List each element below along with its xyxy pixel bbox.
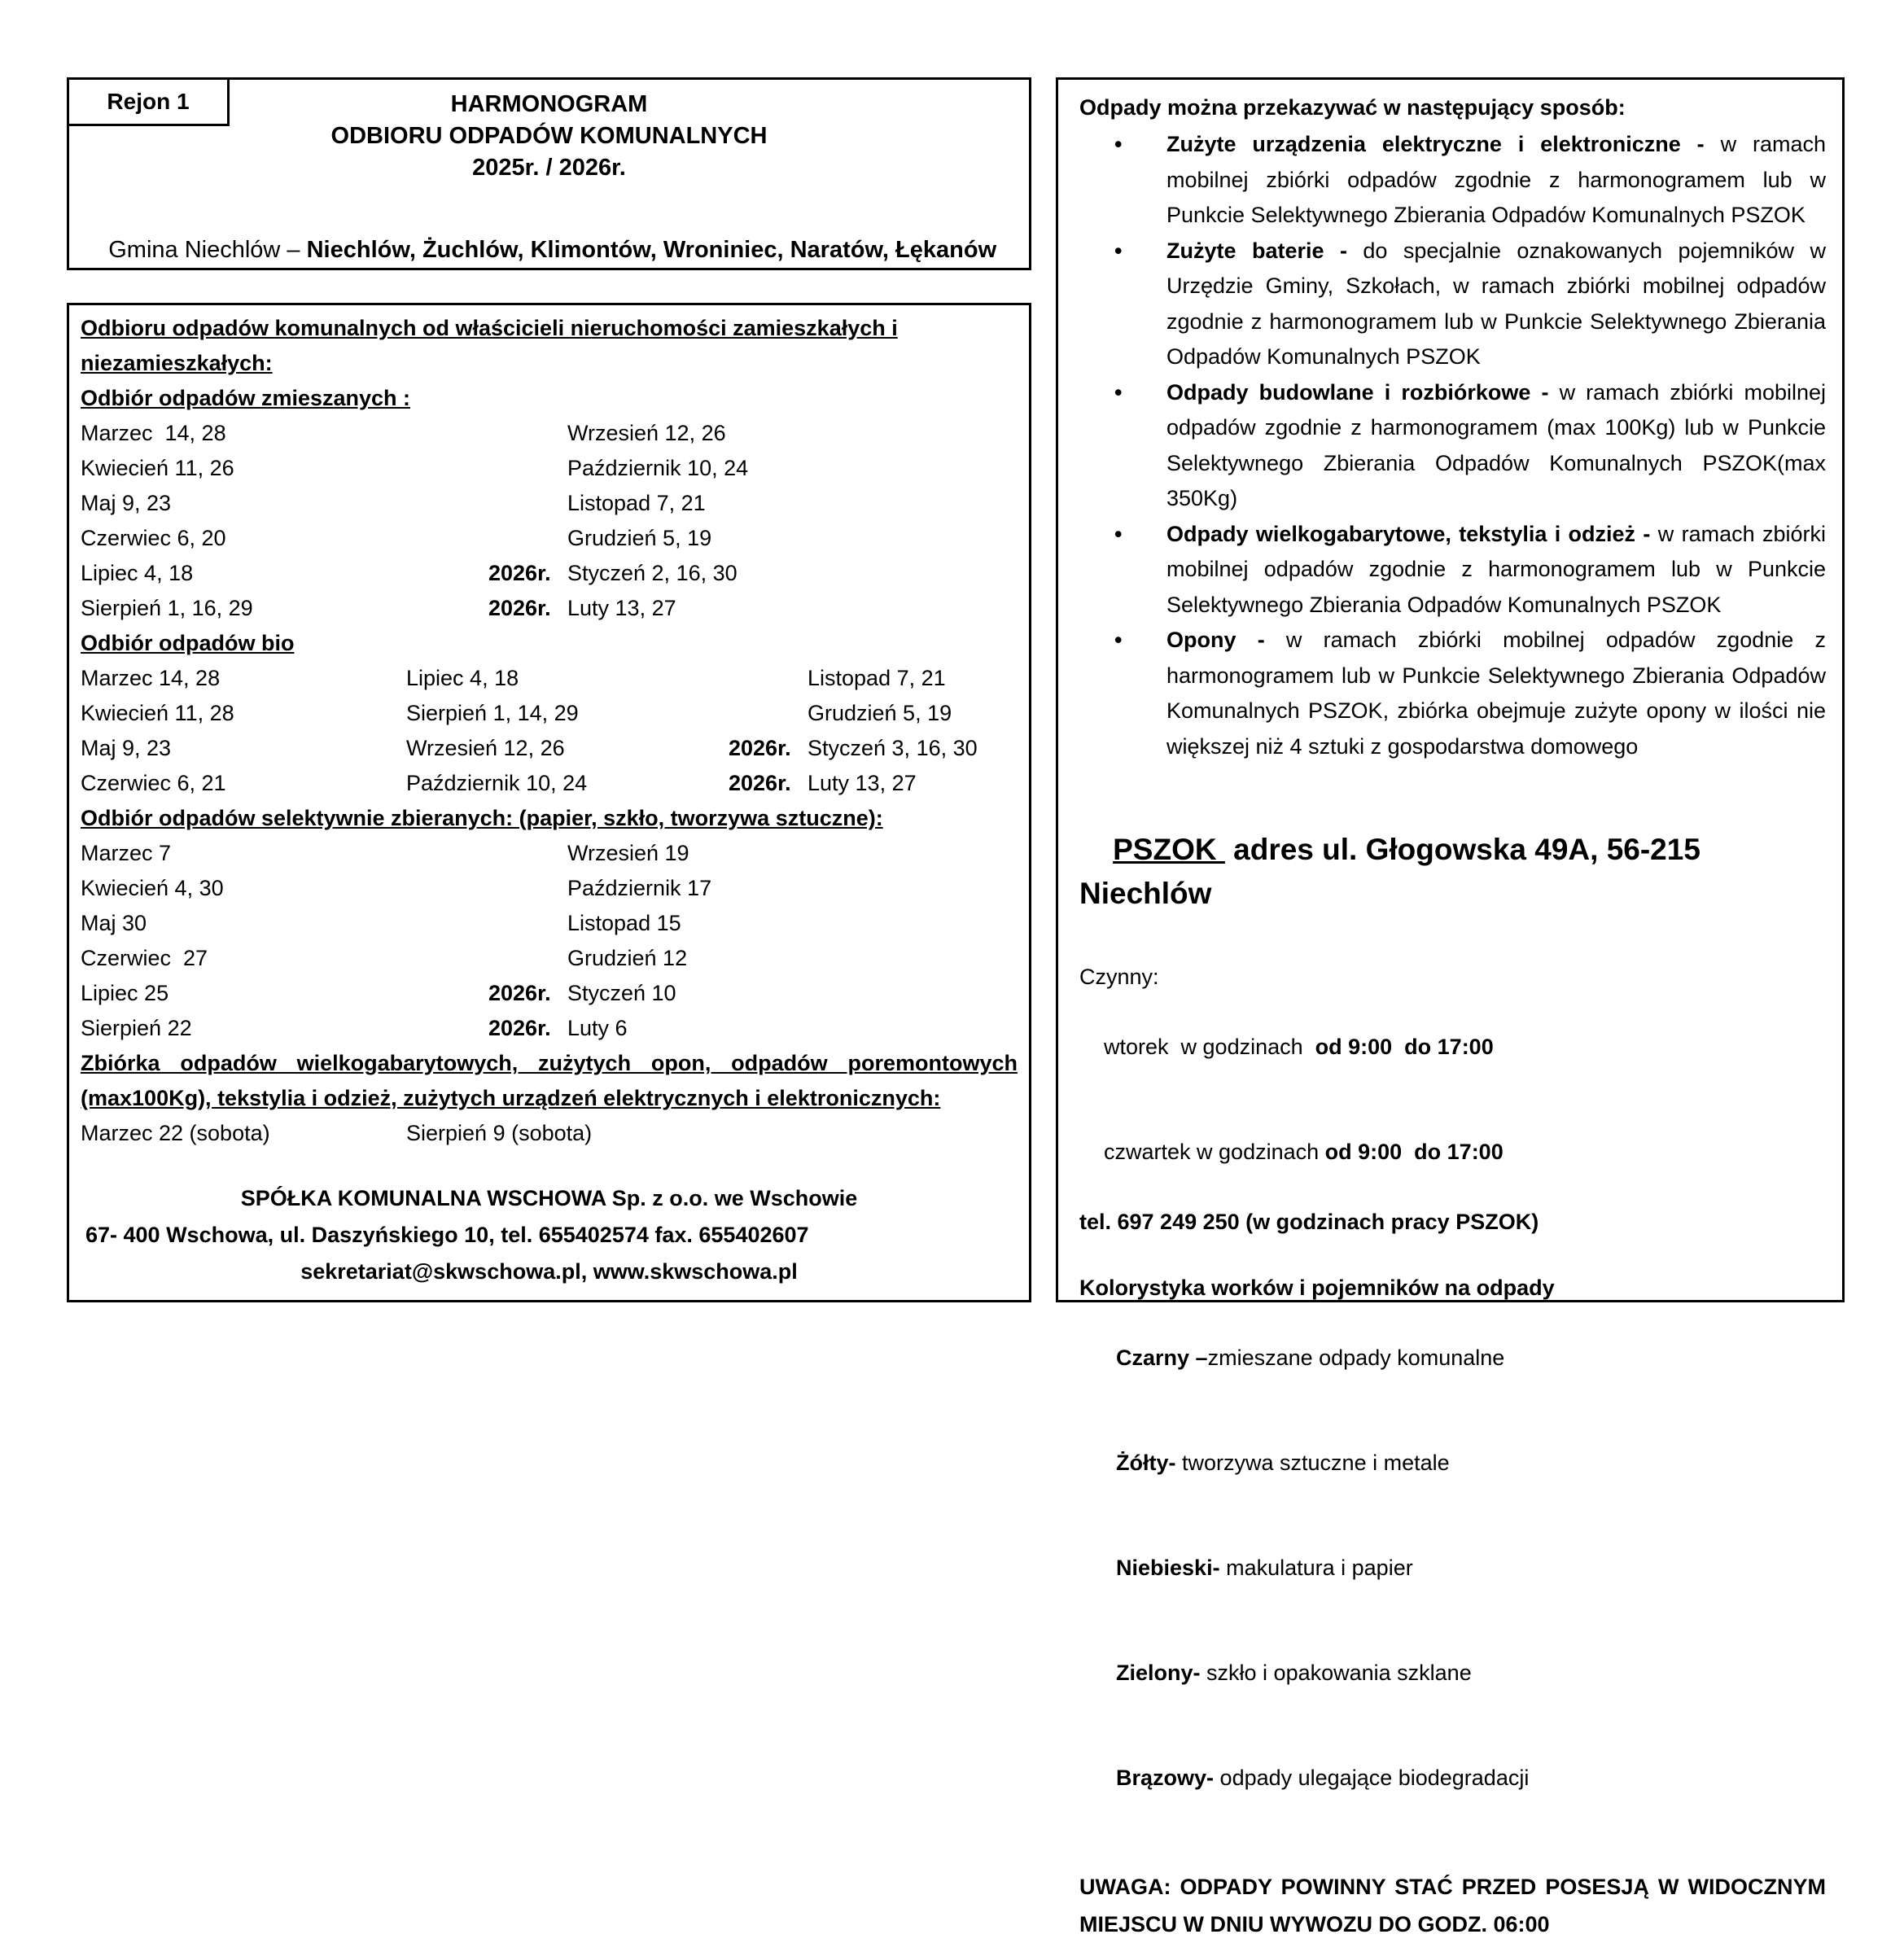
year-prefix: 2026r.: [729, 736, 791, 760]
region-badge: [67, 77, 230, 126]
notice: [1079, 1868, 1826, 1943]
intro-heading-line-1: Odbioru odpadów komunalnych od właścicieli nieruchomości zamieszkałych i: [81, 316, 898, 340]
company-footer: [81, 1180, 1018, 1290]
date-cell: Styczeń 2, 16, 30: [567, 561, 738, 585]
selective-row: [81, 1011, 1018, 1046]
item-lead: Odpady budowlane i rozbiórkowe -: [1166, 379, 1549, 405]
date-cell: Marzec 7: [81, 841, 172, 865]
date-cell: Listopad 7, 21: [808, 666, 946, 690]
date-cell: Grudzień 5, 19: [808, 701, 952, 725]
pszok-hours-thursday: [1079, 1100, 1826, 1205]
hours-range: od 9:00 do 17:00: [1324, 1140, 1504, 1164]
list-item-tires: [1166, 623, 1826, 764]
date-cell: Październik 17: [567, 876, 712, 900]
date-cell: Maj 9, 23: [81, 736, 172, 760]
item-lead: Zużyte baterie -: [1166, 238, 1347, 263]
selective-row: [81, 941, 1018, 976]
item-lead: Opony -: [1166, 628, 1265, 652]
list-item-electronics: [1166, 127, 1826, 234]
bulky-waste-heading-line-1: Zbiórka odpadów wielkogabarytowych, zużytych opon, odpadów poremontowych: [81, 1051, 1018, 1075]
year-prefix: [488, 906, 567, 941]
color-name: Niebieski-: [1116, 1556, 1220, 1580]
date-cell: Sierpień 1, 16, 29: [81, 596, 253, 620]
pszok-open-label: Czynny:: [1079, 965, 1159, 989]
company-address: 67- 400 Wschowa, ul. Daszyńskiego 10, tel. 655402574 fax. 655402607: [85, 1223, 809, 1247]
selective-row: [81, 906, 1018, 941]
bio-row: [81, 731, 1018, 766]
date-cell: Styczeń 3, 16, 30: [808, 736, 978, 760]
selective-waste-heading: Odbiór odpadów selektywnie zbieranych: (papier, szkło, tworzywa sztuczne):: [81, 806, 883, 830]
bio-row: [81, 696, 1018, 731]
date-cell: Lipiec 4, 18: [406, 666, 519, 690]
color-item-yellow: [1079, 1411, 1826, 1516]
date-cell: Maj 9, 23: [81, 491, 172, 515]
date-cell: Wrzesień 19: [567, 841, 689, 865]
title-line-1: HARMONOGRAM: [450, 91, 648, 117]
color-desc: szkło i opakowania szklane: [1200, 1661, 1472, 1685]
item-text: w ramach zbiórki mobilnej odpadów zgodnie z harmonogramem lub w Punkcie Selektywnego Zbierania Odpadów Komunalnych PSZOK, zbiórka obejmuje zużyte opony w ilości nie większej niż 4 sztuki z gospodarstwa domowego: [1166, 628, 1826, 759]
year-prefix: 2026r.: [729, 771, 791, 795]
bio-waste-heading: Odbiór odpadów bio: [81, 631, 295, 655]
year-prefix: [729, 661, 808, 696]
date-cell: Czerwiec 6, 21: [81, 771, 226, 795]
selective-row: [81, 836, 1018, 871]
selective-row: [81, 976, 1018, 1011]
mixed-row: [81, 556, 1018, 591]
color-desc: odpady ulegające biodegradacji: [1214, 1766, 1530, 1790]
year-prefix: [488, 941, 567, 976]
municipality-prefix: Gmina Niechlów –: [108, 237, 307, 263]
date-cell: Grudzień 5, 19: [567, 526, 712, 550]
hours-day: czwartek w godzinach: [1104, 1140, 1325, 1164]
year-prefix: 2026r.: [488, 981, 551, 1005]
date-cell: Sierpień 22: [81, 1016, 192, 1040]
bulky-waste-heading-line-2: (max100Kg), tekstylia i odzież, zużytych urządzeń elektrycznych i elektronicznych:: [81, 1086, 941, 1110]
hours-day: wtorek w godzinach: [1104, 1035, 1315, 1059]
item-lead: Zużyte urządzenia elektryczne i elektroniczne -: [1166, 132, 1705, 156]
title-line-2: ODBIORU ODPADÓW KOMUNALNYCH: [330, 123, 768, 149]
date-cell: Kwiecień 11, 28: [81, 701, 234, 725]
schedule-box: [67, 303, 1031, 1302]
title-line-3: 2025r. / 2026r.: [472, 155, 626, 181]
year-prefix: 2026r.: [488, 561, 551, 585]
date-cell: Marzec 14, 28: [81, 421, 226, 445]
item-text: w ramach zbiórki mobilnej odpadów zgodnie z harmonogramem lub w Punkcie Selektywnego Zbierania Odpadów Komunalnych PSZOK: [1166, 521, 1827, 617]
pszok-heading: [1079, 784, 1826, 960]
date-cell: Marzec 22 (sobota): [81, 1121, 270, 1145]
mixed-row: [81, 451, 1018, 486]
notice-line-1: UWAGA: ODPADY POWINNY STAĆ PRZED POSESJĄ W WIDOCZNYM: [1079, 1875, 1826, 1899]
pszok-hours-tuesday: [1079, 995, 1826, 1100]
date-cell: Październik 10, 24: [567, 456, 749, 480]
date-cell: Luty 6: [567, 1016, 628, 1040]
mixed-waste-heading: Odbiór odpadów zmieszanych :: [81, 386, 411, 410]
company-contact: sekretariat@skwschowa.pl, www.skwschowa.pl: [300, 1259, 798, 1284]
mixed-row: [81, 521, 1018, 556]
date-cell: Czerwiec 27: [81, 946, 208, 970]
date-cell: Wrzesień 12, 26: [567, 421, 726, 445]
bio-row: [81, 766, 1018, 801]
year-prefix: [488, 871, 567, 906]
mixed-row: [81, 416, 1018, 451]
date-cell: Lipiec 4, 18: [81, 561, 194, 585]
date-cell: Marzec 14, 28: [81, 666, 221, 690]
bio-row: [81, 661, 1018, 696]
date-cell: Sierpień 9 (sobota): [406, 1121, 593, 1145]
list-item-batteries: [1166, 234, 1826, 375]
intro-heading-line-2: niezamieszkałych:: [81, 351, 273, 375]
municipality-line: [82, 210, 996, 291]
color-name: Żółty-: [1116, 1451, 1176, 1475]
selective-row: [81, 871, 1018, 906]
color-item-black: [1079, 1306, 1826, 1411]
year-prefix: 2026r.: [488, 1016, 551, 1040]
list-item-bulky: [1166, 517, 1826, 624]
date-cell: Wrzesień 12, 26: [406, 736, 565, 760]
date-cell: Grudzień 12: [567, 946, 688, 970]
mixed-row: [81, 591, 1018, 626]
color-item-green: [1079, 1621, 1826, 1726]
date-cell: Czerwiec 6, 20: [81, 526, 226, 550]
date-cell: Maj 30: [81, 911, 147, 935]
list-item-construction: [1166, 375, 1826, 517]
colors-heading: Kolorystyka worków i pojemników na odpady: [1079, 1276, 1555, 1300]
color-item-blue: [1079, 1516, 1826, 1621]
item-text: w ramach mobilnej zbiórki odpadów zgodnie z harmonogramem lub w Punkcie Selektywnego Zbierania Odpadów Komunalnych PSZOK: [1166, 132, 1826, 227]
year-prefix: 2026r.: [488, 596, 551, 620]
year-prefix: [488, 486, 567, 521]
pszok-phone: tel. 697 249 250 (w godzinach pracy PSZOK): [1079, 1210, 1539, 1234]
bulky-dates-row: [81, 1116, 1018, 1151]
pszok-label: PSZOK: [1113, 833, 1225, 866]
company-name: SPÓŁKA KOMUNALNA WSCHOWA Sp. z o.o. we Wschowie: [240, 1186, 858, 1210]
color-desc: zmieszane odpady komunalne: [1207, 1346, 1505, 1370]
date-cell: Lipiec 25: [81, 981, 169, 1005]
hours-range: od 9:00 do 17:00: [1315, 1035, 1494, 1059]
header-box: [67, 77, 1031, 270]
municipality-villages: Niechlów, Żuchlów, Klimontów, Wroniniec, Naratów, Łękanów: [306, 237, 997, 263]
date-cell: Styczeń 10: [567, 981, 676, 1005]
date-cell: Luty 13, 27: [567, 596, 676, 620]
notice-line-2: MIEJSCU W DNIU WYWOZU DO GODZ. 06:00: [1079, 1912, 1550, 1936]
date-cell: Listopad 7, 21: [567, 491, 706, 515]
item-lead: Odpady wielkogabarytowe, tekstylia i odzież -: [1166, 521, 1651, 546]
color-name: Brązowy-: [1116, 1766, 1215, 1790]
item-text: w ramach zbiórki mobilnej odpadów zgodnie z harmonogramem (max 100Kg) lub w Punkcie Selektywnego Zbierania Odpadów Komunalnych PSZOK(max 350Kg): [1166, 379, 1827, 510]
date-cell: Listopad 15: [567, 911, 681, 935]
item-text: do specjalnie oznakowanych pojemników w Urzędzie Gminy, Szkołach, w ramach zbiórki mobilnej odpadów zgodnie z harmonogramem lub w Punkcie Selektywnego Zbierania Odpadów Komunalnych PSZOK: [1166, 238, 1827, 369]
date-cell: Kwiecień 11, 26: [81, 456, 234, 480]
date-cell: Sierpień 1, 14, 29: [406, 701, 579, 725]
color-desc: makulatura i papier: [1219, 1556, 1413, 1580]
year-prefix: [488, 836, 567, 871]
mixed-row: [81, 486, 1018, 521]
year-prefix: [729, 696, 808, 731]
bag-colors-section: [1079, 1271, 1826, 1831]
color-name: Czarny –: [1116, 1346, 1208, 1370]
year-prefix: [488, 451, 567, 486]
year-prefix: [488, 416, 567, 451]
info-box: [1056, 77, 1845, 1936]
pszok-address: adres ul. Głogowska 49A, 56-215 Niechlów: [1079, 833, 1709, 910]
color-name: Zielony-: [1116, 1661, 1201, 1685]
region-label: Rejon 1: [107, 89, 190, 114]
date-cell: Październik 10, 24: [406, 771, 588, 795]
date-cell: Kwiecień 4, 30: [81, 876, 224, 900]
color-desc: tworzywa sztuczne i metale: [1175, 1451, 1450, 1475]
year-prefix: [488, 521, 567, 556]
color-item-brown: [1079, 1726, 1826, 1831]
date-cell: Luty 13, 27: [808, 771, 917, 795]
disposal-methods-list: [1079, 127, 1826, 764]
info-heading: Odpady można przekazywać w następujący sposób:: [1079, 95, 1626, 120]
